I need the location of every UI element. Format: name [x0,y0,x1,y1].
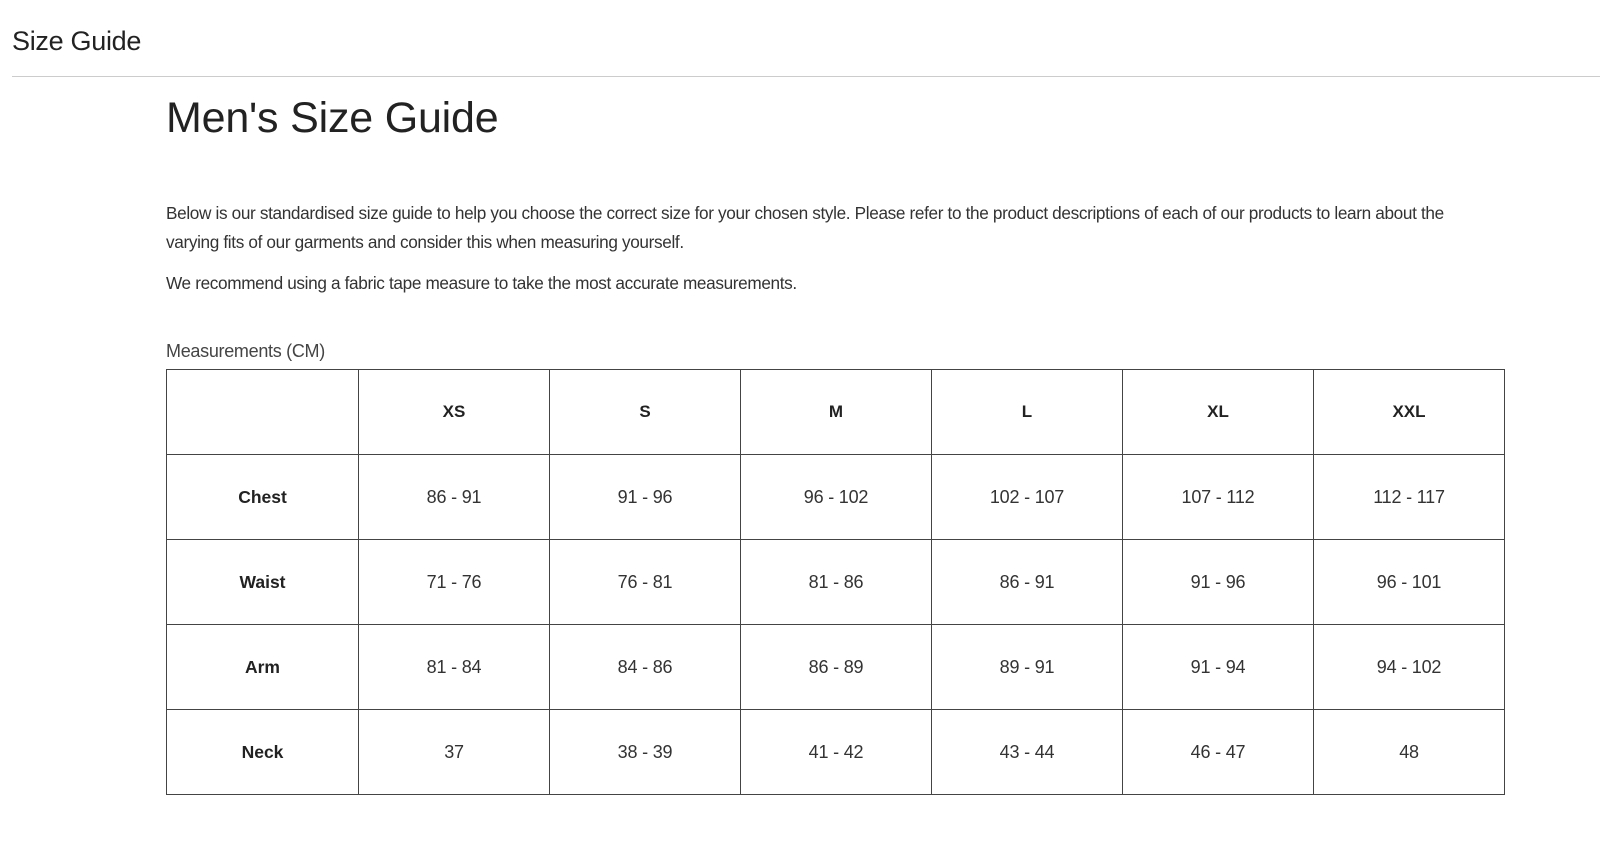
table-caption: Measurements (CM) [166,341,325,361]
table-cell: 46 - 47 [1123,710,1314,795]
table-cell: 91 - 94 [1123,625,1314,710]
header-divider [12,76,1600,77]
table-header-row [167,370,1505,455]
header-cell-m: M [741,370,932,455]
table-cell: 81 - 84 [359,625,550,710]
size-table [166,369,1505,795]
page-title: Men's Size Guide [166,94,499,142]
table-row-waist [167,540,1505,625]
header-cell-xxl: XXL [1314,370,1505,455]
table-cell: 38 - 39 [550,710,741,795]
table-cell: 91 - 96 [1123,540,1314,625]
intro-paragraph: Below is our standardised size guide to help you choose the correct size for your chosen style. Please refer to the product descriptions of each of our products to learn about the varying fits of our garments and consider this when measuring yourself. [166,203,1444,252]
table-cell: 102 - 107 [932,455,1123,540]
table-cell: 71 - 76 [359,540,550,625]
row-label: Waist [167,540,359,625]
table-cell: 81 - 86 [741,540,932,625]
header-cell-xl: XL [1123,370,1314,455]
table-cell: 37 [359,710,550,795]
table-cell: 112 - 117 [1314,455,1505,540]
header-cell-xs: XS [359,370,550,455]
table-cell: 96 - 102 [741,455,932,540]
table-cell: 76 - 81 [550,540,741,625]
header-cell-empty [167,370,359,455]
table-cell: 94 - 102 [1314,625,1505,710]
table-cell: 86 - 91 [359,455,550,540]
row-label: Chest [167,455,359,540]
table-cell: 96 - 101 [1314,540,1505,625]
table-cell: 86 - 91 [932,540,1123,625]
table-cell: 91 - 96 [550,455,741,540]
table-row-chest [167,455,1505,540]
table-cell: 89 - 91 [932,625,1123,710]
table-cell: 84 - 86 [550,625,741,710]
advice-paragraph: We recommend using a fabric tape measure to take the most accurate measurements. [166,273,797,293]
table-cell: 43 - 44 [932,710,1123,795]
row-label: Arm [167,625,359,710]
table-cell: 107 - 112 [1123,455,1314,540]
row-label: Neck [167,710,359,795]
table-row-arm [167,625,1505,710]
table-row-neck [167,710,1505,795]
header-cell-l: L [932,370,1123,455]
modal-title: Size Guide [12,26,142,56]
table-cell: 48 [1314,710,1505,795]
table-cell: 86 - 89 [741,625,932,710]
table-cell: 41 - 42 [741,710,932,795]
header-cell-s: S [550,370,741,455]
